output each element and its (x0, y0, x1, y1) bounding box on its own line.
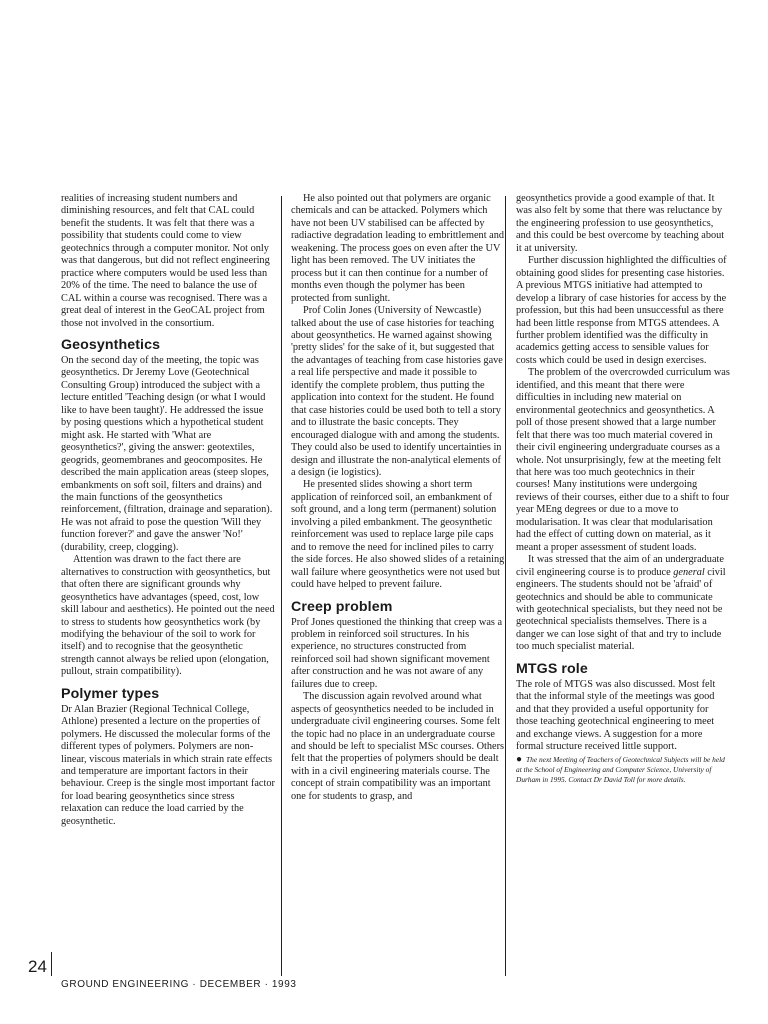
bullet-icon: ● (516, 754, 523, 766)
paragraph: The role of MTGS was also discussed. Most felt that the informal style of the meetings was good and that they provided a useful opportunity for those teaching geotechnical engineering to meet and exchange views. A suggestion for a more formal structure received little support. (516, 678, 716, 753)
paragraph-text: civil engineers. The students should not be 'afraid' of geotechnics and should be able to communicate with geotechnical specialists, but they need not be geotechnical specialists themselves. There is a danger we can lose sight of that and try to include too much specialist material. (516, 566, 726, 653)
column-divider (505, 196, 506, 976)
section-heading-geosynthetics: Geosynthetics (61, 336, 161, 353)
meeting-note (516, 755, 730, 784)
paragraph: geosynthetics provide a good example of that. It was also felt by some that there was reluctance by the engineering profession to use geosynthetics, and this could be best overcome by teaching about it at university. (516, 193, 725, 254)
paragraph: Attention was drawn to the fact there are alternatives to construction with geosynthetics, but that often there are significant grounds why geosynthetics have advantages (speed, cost, low skill labour and aesthetics). He pointed out the need to stress to students how geosynthetics work (by modifying the behaviour of the soil to work for itself) and to recognise that the geosynthetic strength cannot always be relied upon (elongation, pullout, strain compatibility). (61, 554, 275, 678)
page-footer: GROUND ENGINEERING · DECEMBER · 1993 (61, 979, 297, 990)
emphasis-text: general (673, 566, 705, 578)
paragraph-text: It was stressed that the aim of an undergraduate civil engineering course is to produce (516, 554, 724, 578)
article-column-1 (61, 193, 275, 828)
meeting-note-text: The next Meeting of Teachers of Geotechnical Subjects will be held at the School of Engineering and Computer Science, University of Durham in 1995. Contact Dr David Toll for more details. (516, 755, 725, 785)
paragraph (516, 554, 730, 654)
section-heading-mtgs-role: MTGS role (516, 660, 588, 677)
article-column-2 (291, 193, 505, 803)
page-number: 24 (28, 957, 47, 976)
paragraph: Prof Jones questioned the thinking that creep was a problem in reinforced soil structures. In his experience, no structures constructed from reinforced soil had shown significant movement after construction and he was not aware of any failures due to creep. (291, 616, 503, 690)
paragraph: Prof Colin Jones (University of Newcastle) talked about the use of case histories for teaching about geosynthetics. He warned against showing 'pretty slides' for the sake of it, but suggested that the advantages of teaching from case histories gave a real life perspective and made it possible to identify the complete problem, thus putting the application into context for the student. He found that case histories could be used both to tell a story and to illustrate the basic concepts. They encouraged dialogue with and among the students. They could also be used to identify uncertainties in design and illustrate the non-analytical elements of a design (ie logistics). (291, 305, 503, 478)
paragraph: On the second day of the meeting, the topic was geosynthetics. Dr Jeremy Love (Geotechnical Consulting Group) introduced the subject with a lecture entitled 'Teaching design (or what I would like to have been taught)'. He addressed the issue by posing questions which a hypothetical student might ask. He started with 'What are geosynthetics?', giving the answer: geotextiles, geogrids, geomembranes and geocomposites. He described the main application areas (steep slopes, embankments on soft soil, filters and drains) and the main functions of the geosynthetics reinforcement, (filtration, drainage and separation). He was not afraid to pose the question 'Will they function forever?' and gave the answer 'No!' (durability, creep, clogging). (61, 354, 273, 553)
section-heading-creep-problem: Creep problem (291, 598, 393, 615)
page-number-divider (51, 952, 52, 976)
paragraph: The problem of the overcrowded curriculum was identified, and this meant that there were difficulties in including new material on environmental geotechnics and geosynthetics. A poll of those present showed that a large number felt that there was too much material covered in their civil engineering undergraduate courses as a whole. Not unsurprisingly, few at the meeting felt that here was too much geotechnics in their courses! Many institutions were undergoing reviews of their courses, either due to a shift to four year MEng degrees or due to a move to modularisation. It was clear that modularisation had the effect of cutting down on material, as it meant a proper assessment of student loads. (516, 367, 730, 553)
section-heading-polymer-types: Polymer types (61, 685, 160, 702)
paragraph: realities of increasing student numbers and diminishing resources, and felt that CAL could benefit the students. It was felt that there was a possibility that students could come to view geotechnics through a computer monitor. Not only was that dangerous, but did not reflect engineering practice where computers would be used less than 20% of the time. The need to balance the use of CAL within a course was recognised. There was a great deal of interest in the GeoCAL project from those not involved in the consortium. (61, 193, 270, 329)
paragraph: He also pointed out that polymers are organic chemicals and can be attacked. Polymers which have not been UV stabilised can be affected by radiactive degradation leading to embrittlement and weakening. The process goes on even after the UV light has been removed. The UV initiates the process but it can then continue for a number of months even though the polymer has been protected from sunlight. (291, 193, 505, 304)
paragraph: Dr Alan Brazier (Regional Technical College, Athlone) presented a lecture on the properties of polymers. He discussed the molecular forms of the different types of polymers. Polymers are non-linear, viscous materials in which strain rate effects and temperature are important factors in their behaviour. Creep is the single most important factor for load bearing geosynthetics since stress relaxation can reduce the load carried by the geosynthetic. (61, 703, 275, 827)
paragraph: He presented slides showing a short term application of reinforced soil, an embankment of soft ground, and a long term (permanent) solution involving a piled embankment. The geosynthetic reinforcement was used to replace large pile caps and to remove the need for inclined piles to carry the side forces. He also showed slides of a retaining wall failure where geosynthetics were not used but could have helped to prevent failure. (291, 479, 505, 591)
paragraph: Further discussion highlighted the difficulties of obtaining good slides for presenting case histories. A previous MTGS initiative had attempted to develop a library of case histories for access by the profession, but this had been unsuccessful as there had been little response from MTGS attendees. A further problem identified was the difficulty in academics getting access to sensible values for costs which could be used in design exercises. (516, 255, 727, 366)
column-divider (281, 196, 282, 976)
article-column-3 (516, 193, 730, 785)
paragraph: The discussion again revolved around what aspects of geosynthetics needed to be included in undergraduate civil engineering courses. Some felt the topic had no place in an undergraduate course and should be left to specialist MSc courses. Others felt that the properties of polymers should be dealt with in a civil engineering materials course. The concept of strain compatibility was an important one for students to grasp, and (291, 691, 505, 802)
